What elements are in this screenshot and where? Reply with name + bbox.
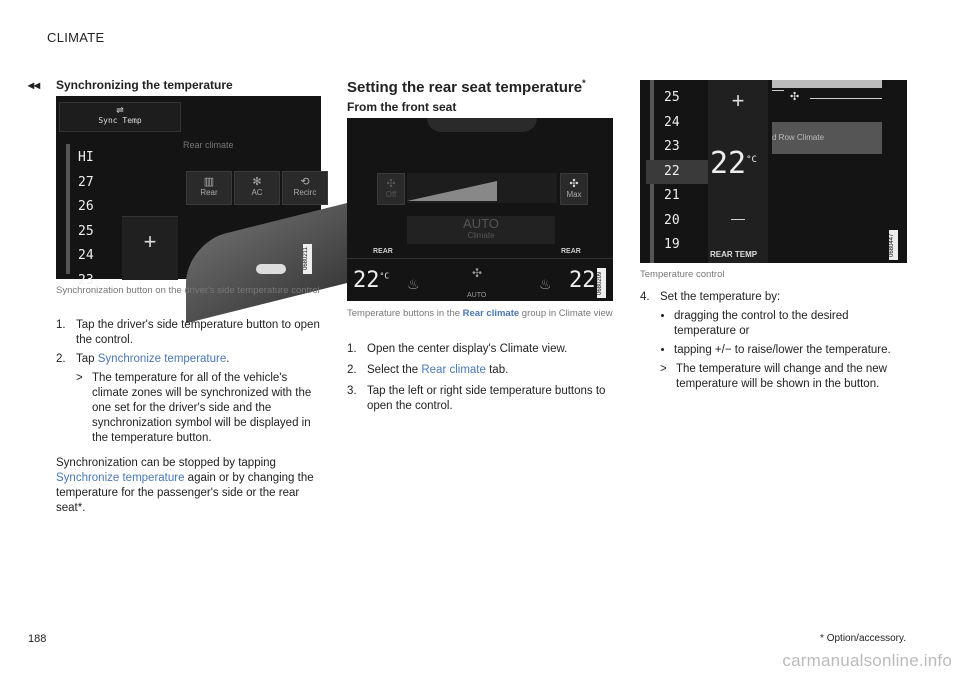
list-item: • tapping +/− to raise/lower the temperature. — [674, 343, 910, 358]
step-text: . — [226, 353, 230, 365]
section-title: CLIMATE — [47, 30, 105, 45]
tile-label: AC — [251, 188, 263, 197]
temp-value: 24 — [664, 114, 680, 130]
step-text: Select the — [367, 364, 422, 376]
temp-value: 27 — [78, 174, 94, 190]
climate-label: Climate — [467, 231, 495, 240]
sync-figure — [56, 96, 321, 288]
rear-defrost-icon: ▥ — [203, 176, 215, 188]
sync-stop-paragraph — [56, 456, 324, 516]
result-marker: > — [76, 372, 83, 384]
rear-steps — [347, 342, 615, 414]
step-number: 2. — [56, 353, 66, 365]
temp-unit: °C — [746, 155, 757, 165]
temp-value: 26 — [78, 199, 94, 214]
nav-marker: ◂◂ — [28, 78, 41, 92]
plus-button: + — [731, 88, 745, 113]
step — [640, 290, 910, 305]
temp-list — [664, 86, 710, 258]
step — [347, 342, 615, 357]
step-result — [640, 362, 910, 392]
auto-climate-button — [407, 216, 555, 244]
step-text: Open the center display's Climate view. — [367, 343, 568, 355]
temp-list — [78, 146, 94, 293]
fan-icon: ✣ — [790, 91, 800, 103]
figure-code: 0680447 — [889, 230, 898, 260]
paragraph-text: Synchronization can be stopped by tapping — [56, 457, 276, 469]
step — [56, 352, 324, 367]
rear-climate-label: Rear climate — [183, 140, 234, 150]
divider — [810, 98, 882, 99]
step-number: 1. — [56, 319, 66, 331]
sync-steps — [56, 318, 324, 516]
temp-value: 22 — [646, 160, 710, 185]
heading-text: Setting the rear seat temperature — [347, 79, 583, 96]
step-number: 2. — [347, 364, 357, 376]
step-text: Tap the driver's side temperature button to open the control. — [76, 319, 320, 346]
temp-unit: °C — [379, 271, 390, 281]
temp-value: 19 — [664, 237, 680, 252]
step — [347, 363, 615, 378]
auto-label: AUTO — [463, 216, 499, 231]
temp-control-panel — [708, 80, 768, 263]
temp-value: 21 — [664, 188, 680, 203]
rear-left-temp — [353, 268, 389, 293]
rear-right-label: REAR — [561, 248, 581, 255]
fan-icon: ✣ — [569, 178, 579, 190]
rear-left-label: REAR — [373, 248, 393, 255]
result-text: The temperature will change and the new temperature will be shown in the button. — [676, 363, 887, 390]
watermark: carmanualsonline.info — [782, 651, 952, 670]
fan-slider — [407, 173, 557, 203]
heading-rear-seat-temperature — [347, 78, 586, 96]
rear-climate-link: Rear climate — [462, 308, 520, 319]
rear-climate-figure — [347, 118, 613, 301]
rear-defrost-tile — [186, 171, 232, 205]
auto-bottom-label: AUTO — [467, 292, 487, 299]
figure-code: 0680209 — [597, 268, 606, 298]
recirc-tile — [282, 171, 328, 205]
fan-small-icon: ✣ — [472, 266, 483, 280]
figure-code: 0680211 — [303, 244, 312, 274]
list-item: • dragging the control to the desired temperature or — [674, 309, 910, 339]
synchronize-temperature-link[interactable]: Synchronize temperature — [56, 472, 185, 484]
temp-value: 25 — [78, 223, 94, 239]
temp-value: 22 — [353, 268, 380, 293]
temperature-control-figure — [640, 80, 907, 263]
caption-temperature-control: Temperature control — [640, 269, 725, 280]
seat-highlight — [256, 264, 286, 274]
seat-graphic — [186, 201, 356, 323]
vent-shape — [427, 118, 537, 132]
step-text: Set the temperature by: — [660, 291, 781, 303]
sync-temp-label: Sync Temp — [98, 116, 142, 125]
caption-text: group in Climate view — [519, 308, 613, 319]
divider — [347, 258, 613, 259]
synchronize-temperature-link[interactable]: Synchronize temperature — [97, 353, 227, 365]
fan-level-ramp — [407, 173, 557, 203]
ac-tile — [234, 171, 280, 205]
temp-value: 24 — [78, 248, 94, 263]
step — [56, 318, 324, 348]
step-result — [56, 371, 324, 446]
seat-heat-right-icon: ♨ — [539, 276, 552, 292]
option-star: * — [582, 78, 586, 88]
row-climate-tile: d Row Climate — [772, 122, 882, 154]
temp-value: 22 — [569, 268, 596, 293]
caption-rear-climate — [347, 308, 613, 320]
result-marker: > — [660, 363, 667, 375]
step-text: Tap the left or right side temperature buttons to open the control. — [367, 385, 606, 412]
temp-value: 25 — [664, 90, 680, 105]
result-text: The temperature for all of the vehicle's climate zones will be synchronized with the one set for the driver's side and the synchronization symbol will be displayed in the temperature button. — [92, 372, 312, 444]
page-number: 188 — [28, 633, 47, 645]
temp-value: 20 — [664, 212, 680, 228]
temp-value: 22 — [710, 146, 747, 181]
step-number: 4. — [640, 291, 650, 303]
heading-synchronizing: Synchronizing the temperature — [56, 78, 233, 92]
current-temp — [710, 146, 757, 181]
fan-off-icon: ✣ — [386, 178, 396, 190]
step-number: 3. — [347, 385, 357, 397]
seat-heat-left-icon: ♨ — [407, 276, 420, 292]
temp-value: HI — [78, 150, 94, 165]
step-text: tab. — [485, 364, 509, 376]
tile-label: Max — [566, 190, 582, 199]
caption-text: Temperature buttons in the — [347, 308, 463, 319]
tab-strip — [772, 80, 882, 88]
minus-button: — — [731, 210, 745, 226]
temp-scale-bar — [66, 144, 70, 274]
footnote: * Option/accessory. — [820, 633, 906, 644]
caption-sync: Synchronization button on the driver's side temperature control — [56, 285, 320, 296]
rear-climate-tab-link[interactable]: Rear climate — [421, 364, 486, 376]
step-text: Tap — [76, 353, 98, 365]
sync-icon: ⇌ — [116, 105, 124, 115]
control-steps — [640, 290, 910, 392]
divider — [772, 90, 784, 91]
plus-button: + — [122, 216, 178, 280]
paragraph-text: again or by changing the temperature for the passenger's side or the rear seat*. — [56, 472, 314, 514]
rear-temp-label: REAR TEMP — [710, 250, 758, 259]
snowflake-icon: ✻ — [252, 176, 262, 188]
tile-label: Off — [385, 190, 397, 199]
temp-value: 23 — [78, 272, 94, 288]
step — [347, 384, 615, 414]
sync-temp-button — [59, 102, 181, 132]
subheading-front-seat: From the front seat — [347, 100, 457, 114]
recirc-car-icon: ⟲ — [300, 176, 310, 188]
fan-max-tile — [560, 173, 588, 205]
temp-value: 23 — [664, 139, 680, 154]
rear-right-temp — [569, 268, 596, 293]
step-number: 1. — [347, 343, 357, 355]
fan-off-tile — [377, 173, 405, 205]
tile-label: Rear — [200, 188, 218, 197]
tile-label: Recirc — [293, 188, 317, 197]
method-list — [640, 309, 910, 358]
